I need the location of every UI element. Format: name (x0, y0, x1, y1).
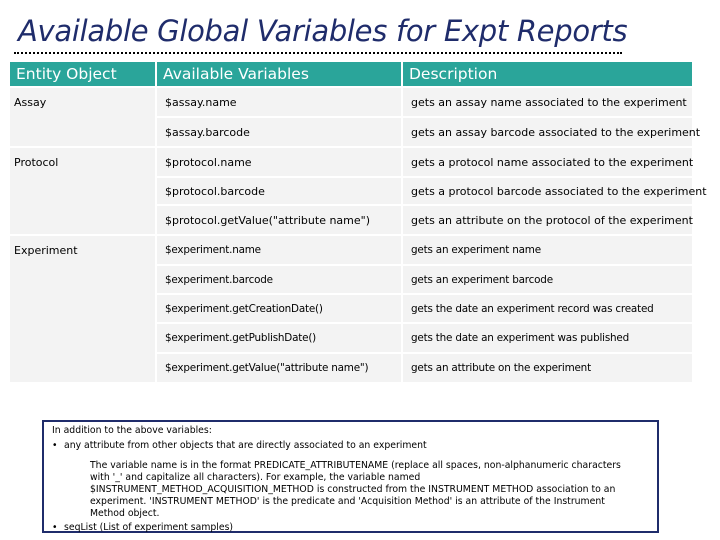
variables-table (10, 62, 707, 382)
variable-cell: $experiment.name (157, 234, 403, 264)
entity-cell: Assay (10, 86, 157, 146)
table-row (10, 234, 692, 264)
entity-cell: Protocol (10, 146, 157, 234)
note-intro: In addition to the above variables: (52, 425, 212, 436)
variable-cell: $assay.name (157, 86, 403, 116)
variable-cell: $protocol.getValue("attribute name") (157, 204, 403, 234)
description-cell: gets an assay name associated to the experiment (403, 86, 692, 116)
variable-cell: $protocol.barcode (157, 176, 403, 204)
variable-cell: $experiment.getPublishDate() (157, 322, 403, 352)
variable-cell: $protocol.name (157, 146, 403, 176)
description-cell: gets a protocol name associated to the experiment (403, 146, 692, 176)
note-bullet-associated-attributes (52, 440, 657, 452)
description-cell: gets a protocol barcode associated to the experiment (403, 176, 692, 204)
description-cell: gets an experiment name (403, 234, 692, 264)
note-bullet-text: seqList (List of experiment samples) (64, 522, 234, 533)
additional-variables-note (42, 420, 659, 533)
note-explanation: The variable name is in the format PREDICATE_ATTRIBUTENAME (replace all spaces, non-alphanumeric characters with '_' and capitalize all characters). For example, the variable named $INSTRUMENT_METHOD_ACQUISITION_METHOD is constructed from the INSTRUMENT METHOD association to an experiment. 'INSTRUMENT METHOD' is the predicate and 'Acquisition Method' is an attribute of the Instrument Method object. (90, 460, 621, 519)
table-row (10, 86, 692, 116)
description-cell: gets an attribute on the protocol of the experiment (403, 204, 692, 234)
variable-cell: $experiment.getValue("attribute name") (157, 352, 403, 382)
variable-cell: $experiment.getCreationDate() (157, 293, 403, 322)
title-underline (14, 52, 622, 54)
header-entity-object: Entity Object (10, 62, 157, 86)
header-description: Description (403, 62, 692, 86)
table-row (10, 146, 692, 176)
description-cell: gets the date an experiment was published (403, 322, 692, 352)
description-cell: gets an assay barcode associated to the experiment (403, 116, 692, 146)
description-cell: gets an attribute on the experiment (403, 352, 692, 382)
description-cell: gets the date an experiment record was created (403, 293, 692, 322)
variable-cell: $assay.barcode (157, 116, 403, 146)
note-bullet-text: any attribute from other objects that are directly associated to an experiment (64, 440, 427, 451)
bullet-icon: • (52, 522, 58, 533)
entity-cell: Experiment (10, 234, 157, 382)
description-cell: gets an experiment barcode (403, 264, 692, 293)
header-available-variables: Available Variables (157, 62, 403, 86)
variable-cell: $experiment.barcode (157, 264, 403, 293)
slide-title: Available Global Variables for Expt Reports (18, 14, 628, 48)
bullet-icon: • (52, 440, 58, 451)
table-header-row (10, 62, 692, 86)
note-bullet-seqlist (52, 522, 657, 534)
